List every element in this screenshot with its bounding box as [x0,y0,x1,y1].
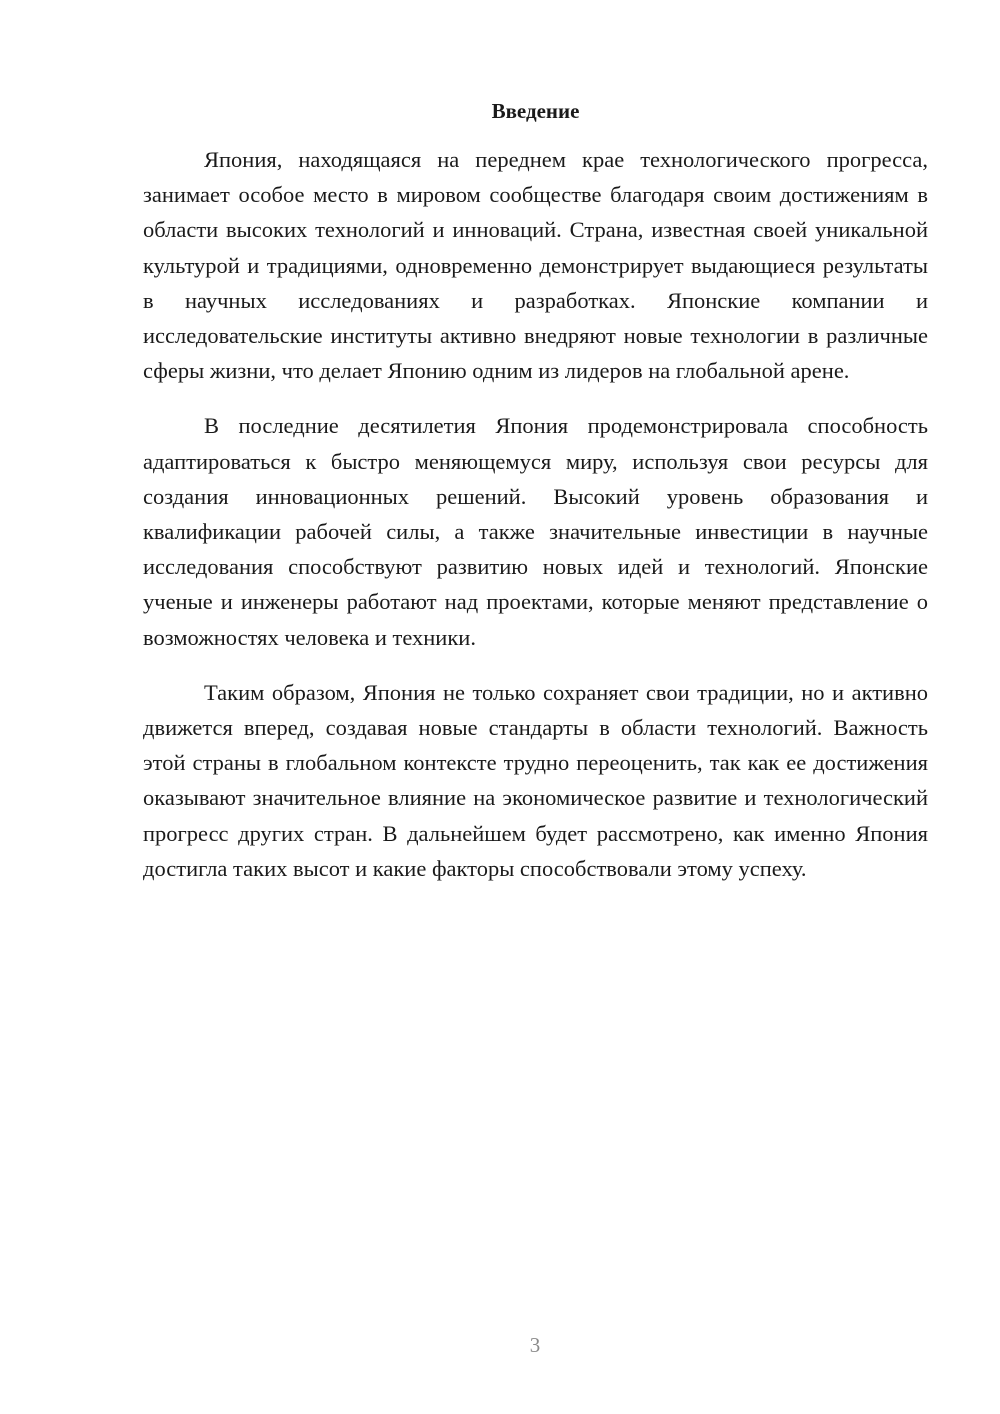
paragraph-3: Таким образом, Япония не только сохраняет свои традиции, но и активно движется вперед, создавая новые стандарты в области технологий. Важность этой страны в глобальном контексте трудно переоценить, так как ее достижения оказывают значительное влияние на экономическое развитие и технологический прогресс других стран. В дальнейшем будет рассмотрено, как именно Япония достигла таких высот и какие факторы способствовали этому успеху. [143,679,928,881]
page-number: 3 [529,1333,541,1357]
paragraph-2: В последние десятилетия Япония продемонстрировала способность адаптироваться к быстро меняющемуся миру, используя свои ресурсы для создания инновационных решений. Высокий уровень образования и квалификации рабочей силы, а также значительные инвестиции в научные исследования способствуют развитию новых идей и технологий. Японские ученые и инженеры работают над проектами, которые меняют представление о возможностях человека и техники. [143,413,928,650]
section-heading: Введение [491,99,580,123]
body-text [143,142,928,906]
paragraph-1: Япония, находящаяся на переднем крае технологического прогресса, занимает особое место в мировом сообществе благодаря своим достижениям в области высоких технологий и инноваций. Страна, известная своей уникальной культурой и традициями, одновременно демонстрирует выдающиеся результаты в научных исследованиях и разработках. Японские компании и исследовательские институты активно внедряют новые технологии в различные сферы жизни, что делает Японию одним из лидеров на глобальной арене. [143,147,928,384]
